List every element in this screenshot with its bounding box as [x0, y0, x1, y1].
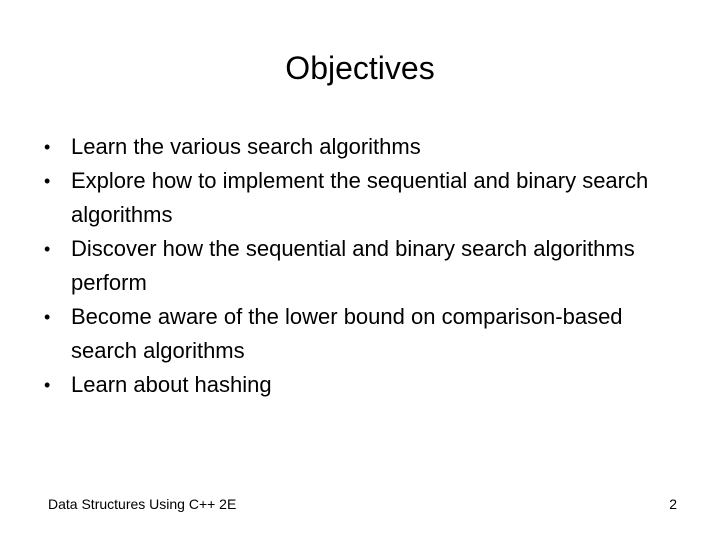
bullet-icon: • [44, 375, 51, 395]
bullet-text: Become aware of the lower bound on comparison-based search algorithms [71, 304, 623, 363]
bullet-item [44, 232, 684, 300]
bullet-text: Explore how to implement the sequential and binary search algorithms [71, 168, 649, 227]
page-number: 2 [669, 496, 677, 512]
bullet-text: Discover how the sequential and binary search algorithms perform [71, 236, 635, 295]
bullet-icon: • [44, 239, 51, 259]
bullet-text: Learn about hashing [71, 372, 272, 397]
bullet-text: Learn the various search algorithms [71, 134, 421, 159]
bullet-icon: • [44, 171, 51, 191]
slide-title: Objectives [285, 50, 435, 86]
bullet-list [44, 130, 684, 402]
bullet-item [44, 300, 684, 368]
bullet-item [44, 164, 684, 232]
footer-text: Data Structures Using C++ 2E [48, 496, 237, 512]
bullet-item [44, 368, 684, 402]
bullet-icon: • [44, 307, 51, 327]
bullet-item [44, 130, 684, 164]
bullet-icon: • [44, 137, 51, 157]
